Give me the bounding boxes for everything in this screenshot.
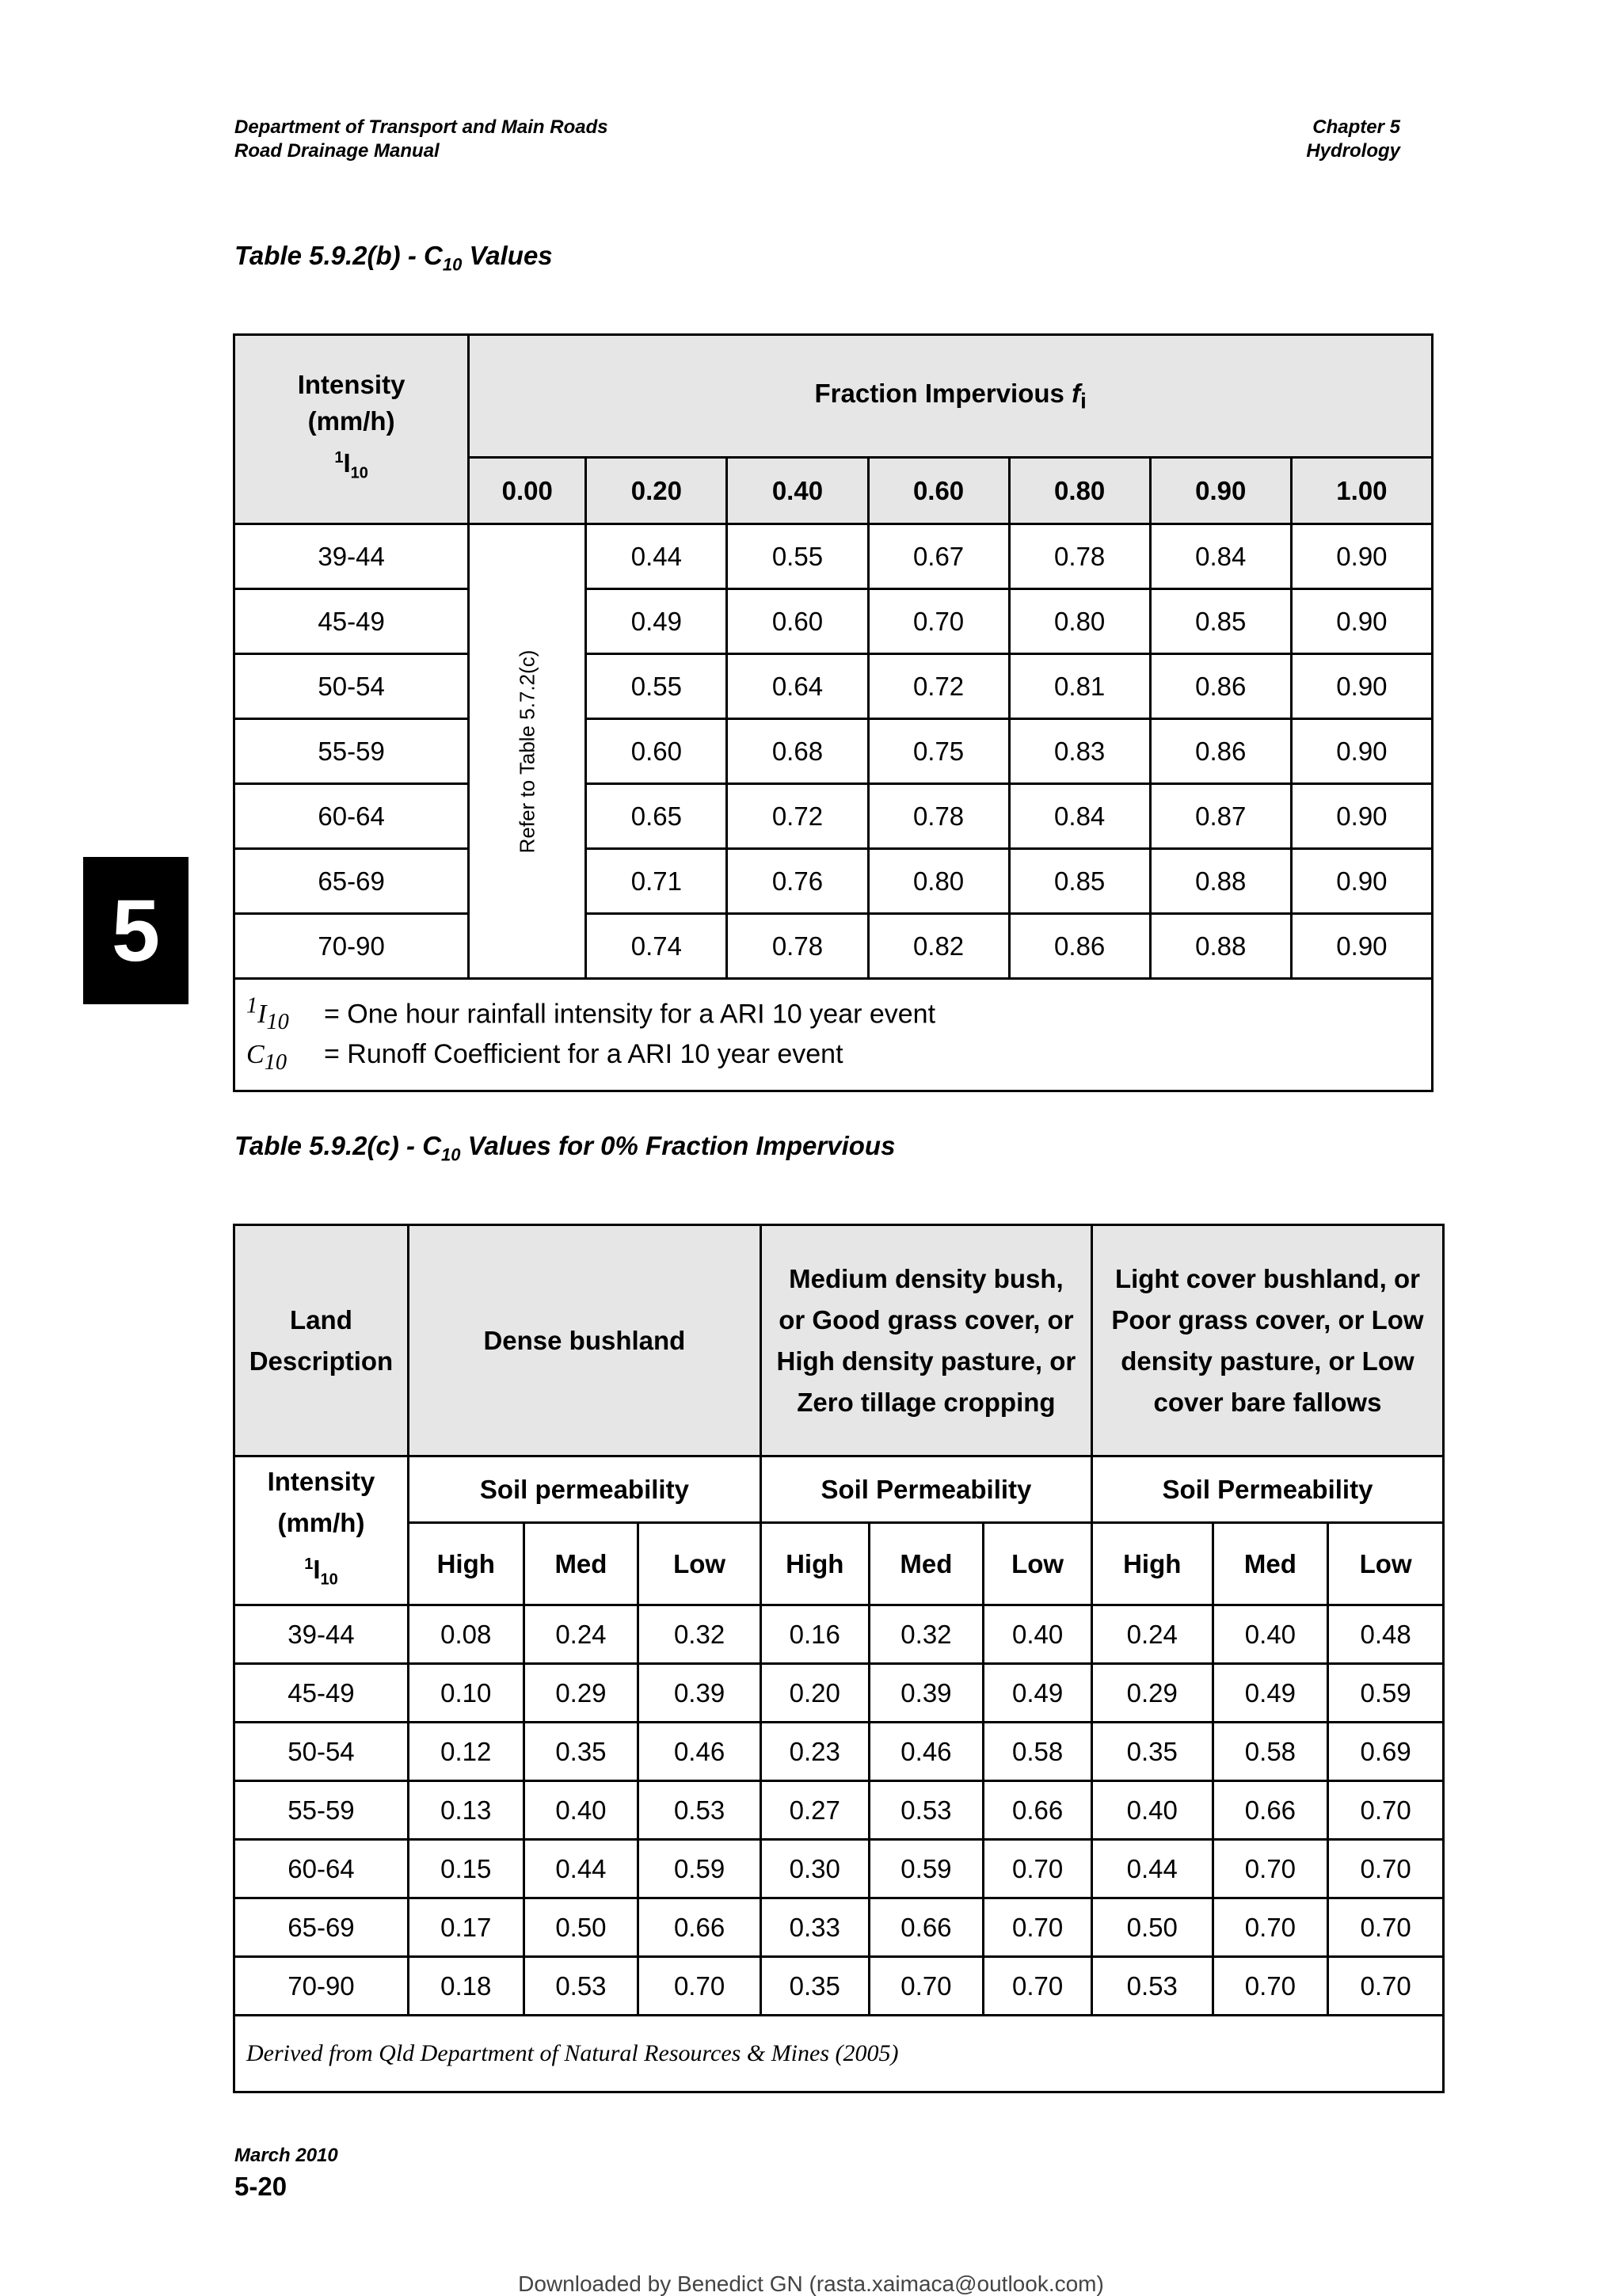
table-b-notes [234, 979, 1433, 1091]
value-cell: 0.16 [760, 1605, 869, 1664]
value-cell: 0.88 [1150, 849, 1291, 914]
table-b-caption: Table $5.9.2(b) - C_{10}$ Values [234, 241, 553, 275]
value-cell: 0.65 [586, 784, 727, 849]
value-cell: 0.35 [1091, 1723, 1213, 1781]
fraction-column-header: 0.20 [586, 458, 727, 524]
value-cell: 0.53 [869, 1781, 984, 1840]
value-cell: 0.70 [638, 1957, 761, 2016]
value-cell: 0.90 [1291, 654, 1432, 719]
value-cell: 0.88 [1150, 914, 1291, 979]
value-cell: 0.12 [408, 1723, 524, 1781]
value-cell: 0.70 [1328, 1781, 1444, 1840]
value-cell: 0.30 [760, 1840, 869, 1898]
table-row [234, 849, 1433, 914]
value-cell: 0.90 [1291, 914, 1432, 979]
fraction-column-header: 0.40 [727, 458, 868, 524]
value-cell: 0.60 [727, 589, 868, 654]
value-cell: 0.58 [1213, 1723, 1328, 1781]
value-cell: 0.78 [1009, 524, 1150, 589]
value-cell: 0.86 [1009, 914, 1150, 979]
value-cell: 0.86 [1150, 719, 1291, 784]
fraction-column-header: 1.00 [1291, 458, 1432, 524]
value-cell: 0.70 [984, 1957, 1092, 2016]
value-cell: 0.90 [1291, 784, 1432, 849]
permeability-level-header: High [408, 1523, 524, 1605]
value-cell: 0.44 [524, 1840, 638, 1898]
value-cell: 0.70 [1328, 1957, 1444, 2016]
land-description-header: Land Description [234, 1225, 409, 1456]
value-cell: 0.87 [1150, 784, 1291, 849]
value-cell: 0.39 [638, 1664, 761, 1723]
intensity-cell: 60-64 [234, 784, 469, 849]
value-cell: 0.70 [1328, 1840, 1444, 1898]
table-row [234, 524, 1433, 589]
value-cell: 0.70 [1213, 1898, 1328, 1957]
value-cell: 0.24 [1091, 1605, 1213, 1664]
value-cell: 0.59 [869, 1840, 984, 1898]
intensity-cell: 65-69 [234, 1898, 409, 1957]
table-c-c10-values [233, 1224, 1445, 2093]
value-cell: 0.78 [868, 784, 1009, 849]
value-cell: 0.69 [1328, 1723, 1444, 1781]
refer-note-cell [469, 524, 586, 979]
value-cell: 0.40 [524, 1781, 638, 1840]
note-intensity: $^1I_{10}$ = One hour rainfall intensity for a ARI 10 year event [246, 994, 936, 1035]
table-c-caption: Table $5.9.2(c) - C_{10}$ Values for 0% Fraction Impervious [234, 1131, 896, 1165]
footer-date: March 2010 [234, 2145, 338, 2166]
table-b-c10-values [233, 333, 1434, 1092]
soil-permeability-header: Soil permeability [408, 1456, 760, 1523]
value-cell: 0.83 [1009, 719, 1150, 784]
value-cell: 0.24 [524, 1605, 638, 1664]
value-cell: 0.53 [1091, 1957, 1213, 2016]
value-cell: 0.72 [727, 784, 868, 849]
fraction-column-header: 0.60 [868, 458, 1009, 524]
value-cell: 0.90 [1291, 589, 1432, 654]
intensity-cell: 39-44 [234, 1605, 409, 1664]
value-cell: 0.46 [638, 1723, 761, 1781]
fraction-impervious-header: Fraction Impervious $f_i$ [469, 335, 1433, 458]
table-row [234, 654, 1433, 719]
intensity-cell: 70-90 [234, 1957, 409, 2016]
intensity-header: Intensity (mm/h) $^1I_{10}$ [234, 1456, 409, 1605]
value-cell: 0.70 [984, 1898, 1092, 1957]
manual-name: Road Drainage Manual [234, 140, 440, 162]
value-cell: 0.66 [984, 1781, 1092, 1840]
value-cell: 0.90 [1291, 524, 1432, 589]
table-row [234, 1781, 1444, 1840]
value-cell: 0.29 [1091, 1664, 1213, 1723]
value-cell: 0.49 [984, 1664, 1092, 1723]
value-cell: 0.55 [727, 524, 868, 589]
source-note: Derived from Qld Department of Natural Resources & Mines (2005) [234, 2016, 1444, 2092]
table-c-source-row [234, 2016, 1444, 2092]
intensity-cell: 50-54 [234, 654, 469, 719]
running-header-right [1306, 116, 1400, 163]
permeability-level-header: Low [1328, 1523, 1444, 1605]
permeability-level-header: Med [1213, 1523, 1328, 1605]
value-cell: 0.44 [586, 524, 727, 589]
value-cell: 0.29 [524, 1664, 638, 1723]
download-watermark: Downloaded by Benedict GN (rasta.xaimaca@outlook.com) [518, 2271, 1104, 2296]
value-cell: 0.64 [727, 654, 868, 719]
land-group-dense-bushland: Dense bushland [408, 1225, 760, 1456]
value-cell: 0.90 [1291, 719, 1432, 784]
value-cell: 0.40 [1091, 1781, 1213, 1840]
value-cell: 0.70 [868, 589, 1009, 654]
value-cell: 0.74 [586, 914, 727, 979]
table-row [234, 1664, 1444, 1723]
value-cell: 0.27 [760, 1781, 869, 1840]
table-row [234, 1723, 1444, 1781]
value-cell: 0.70 [1328, 1898, 1444, 1957]
table-row [234, 1840, 1444, 1898]
fraction-column-header: 0.90 [1150, 458, 1291, 524]
value-cell: 0.86 [1150, 654, 1291, 719]
value-cell: 0.68 [727, 719, 868, 784]
value-cell: 0.49 [586, 589, 727, 654]
value-cell: 0.80 [1009, 589, 1150, 654]
value-cell: 0.46 [869, 1723, 984, 1781]
chapter-label: Chapter 5 [1312, 116, 1400, 138]
land-group-medium-density: Medium density bush, or Good grass cover, or High density pasture, or Zero tillage cropping [760, 1225, 1091, 1456]
table-row [234, 1957, 1444, 2016]
value-cell: 0.70 [1213, 1957, 1328, 2016]
value-cell: 0.32 [638, 1605, 761, 1664]
intensity-cell: 39-44 [234, 524, 469, 589]
table-row [234, 1898, 1444, 1957]
fraction-column-header: 0.00 [469, 458, 586, 524]
value-cell: 0.72 [868, 654, 1009, 719]
value-cell: 0.80 [868, 849, 1009, 914]
value-cell: 0.55 [586, 654, 727, 719]
intensity-cell: 50-54 [234, 1723, 409, 1781]
value-cell: 0.78 [727, 914, 868, 979]
running-header-left [234, 116, 608, 163]
value-cell: 0.20 [760, 1664, 869, 1723]
refer-note-text: Refer to Table 5.7.2(c) [515, 649, 539, 853]
value-cell: 0.58 [984, 1723, 1092, 1781]
value-cell: 0.50 [524, 1898, 638, 1957]
value-cell: 0.35 [760, 1957, 869, 2016]
value-cell: 0.35 [524, 1723, 638, 1781]
permeability-level-header: Low [638, 1523, 761, 1605]
table-row [234, 1605, 1444, 1664]
permeability-level-header: High [760, 1523, 869, 1605]
value-cell: 0.84 [1009, 784, 1150, 849]
value-cell: 0.44 [1091, 1840, 1213, 1898]
value-cell: 0.18 [408, 1957, 524, 2016]
value-cell: 0.59 [1328, 1664, 1444, 1723]
value-cell: 0.71 [586, 849, 727, 914]
value-cell: 0.66 [869, 1898, 984, 1957]
soil-permeability-header: Soil Permeability [1091, 1456, 1443, 1523]
value-cell: 0.90 [1291, 849, 1432, 914]
chapter-title: Hydrology [1306, 140, 1400, 162]
value-cell: 0.10 [408, 1664, 524, 1723]
intensity-cell: 45-49 [234, 589, 469, 654]
value-cell: 0.40 [984, 1605, 1092, 1664]
value-cell: 0.40 [1213, 1605, 1328, 1664]
fraction-column-header: 0.80 [1009, 458, 1150, 524]
permeability-level-header: Low [984, 1523, 1092, 1605]
value-cell: 0.50 [1091, 1898, 1213, 1957]
note-runoff-coefficient: $C_{10}$ = Runoff Coefficient for a ARI 10 year event [246, 1039, 843, 1075]
value-cell: 0.33 [760, 1898, 869, 1957]
value-cell: 0.66 [638, 1898, 761, 1957]
permeability-level-header: Med [524, 1523, 638, 1605]
table-row [234, 914, 1433, 979]
table-row [234, 589, 1433, 654]
land-group-light-cover: Light cover bushland, or Poor grass cover, or Low density pasture, or Low cover bare fallows [1091, 1225, 1443, 1456]
value-cell: 0.81 [1009, 654, 1150, 719]
permeability-level-header: Med [869, 1523, 984, 1605]
value-cell: 0.85 [1150, 589, 1291, 654]
intensity-header: Intensity (mm/h) $^1I_{10}$ [234, 335, 469, 524]
intensity-cell: 70-90 [234, 914, 469, 979]
value-cell: 0.76 [727, 849, 868, 914]
value-cell: 0.17 [408, 1898, 524, 1957]
value-cell: 0.49 [1213, 1664, 1328, 1723]
value-cell: 0.59 [638, 1840, 761, 1898]
value-cell: 0.84 [1150, 524, 1291, 589]
value-cell: 0.67 [868, 524, 1009, 589]
value-cell: 0.75 [868, 719, 1009, 784]
intensity-cell: 45-49 [234, 1664, 409, 1723]
value-cell: 0.82 [868, 914, 1009, 979]
intensity-cell: 65-69 [234, 849, 469, 914]
value-cell: 0.60 [586, 719, 727, 784]
page-number: 5-20 [234, 2172, 287, 2201]
chapter-side-tab: 5 [83, 857, 188, 1004]
value-cell: 0.70 [869, 1957, 984, 2016]
value-cell: 0.23 [760, 1723, 869, 1781]
intensity-cell: 60-64 [234, 1840, 409, 1898]
table-row [234, 784, 1433, 849]
department-name: Department of Transport and Main Roads [234, 116, 608, 138]
intensity-cell: 55-59 [234, 1781, 409, 1840]
value-cell: 0.13 [408, 1781, 524, 1840]
value-cell: 0.08 [408, 1605, 524, 1664]
value-cell: 0.66 [1213, 1781, 1328, 1840]
value-cell: 0.32 [869, 1605, 984, 1664]
value-cell: 0.70 [984, 1840, 1092, 1898]
value-cell: 0.53 [524, 1957, 638, 2016]
table-b-notes-row [234, 979, 1433, 1091]
table-row [234, 719, 1433, 784]
value-cell: 0.85 [1009, 849, 1150, 914]
permeability-levels-row [234, 1523, 1444, 1605]
value-cell: 0.39 [869, 1664, 984, 1723]
value-cell: 0.48 [1328, 1605, 1444, 1664]
intensity-cell: 55-59 [234, 719, 469, 784]
value-cell: 0.15 [408, 1840, 524, 1898]
value-cell: 0.70 [1213, 1840, 1328, 1898]
value-cell: 0.53 [638, 1781, 761, 1840]
permeability-level-header: High [1091, 1523, 1213, 1605]
soil-permeability-header: Soil Permeability [760, 1456, 1091, 1523]
